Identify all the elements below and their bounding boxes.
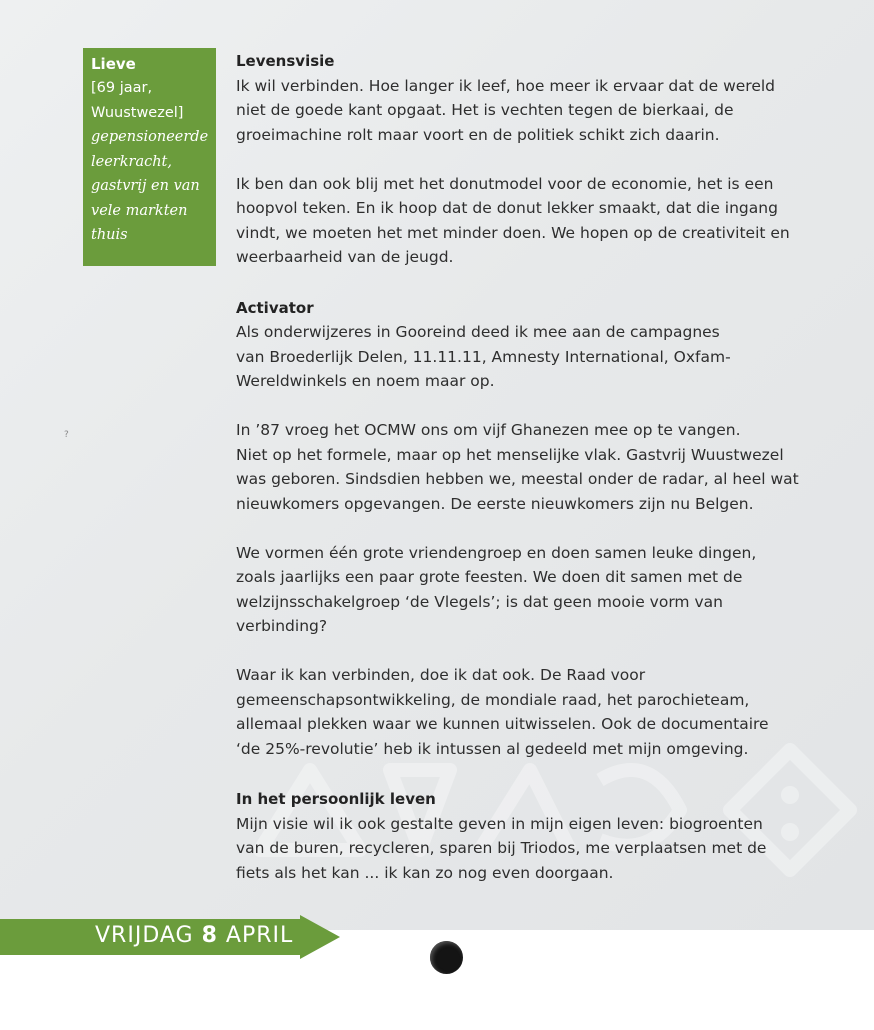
text-line: In ’87 vroeg het OCMW ons om vijf Ghanezen mee op te vangen. — [236, 421, 741, 439]
text-line: Niet op het formele, maar op het menselijke vlak. Gastvrij Wuustwezel — [236, 445, 784, 464]
text-line: was geboren. Sindsdien hebben we, meestal onder de radar, al heel wat — [236, 470, 799, 488]
text-line: nieuwkomers opgevangen. De eerste nieuwkomers zijn nu Belgen. — [236, 494, 754, 513]
date-label — [95, 920, 293, 952]
profile-description-line: vele markten — [91, 202, 188, 219]
text-line: hoopvol teken. En ik hoop dat de donut lekker smaakt, dat die ingang — [236, 199, 778, 217]
text-line: We vormen één grote vriendengroep en doen samen leuke dingen, — [236, 543, 757, 562]
profile-description-line: gepensioneerde — [91, 129, 209, 145]
stray-mark: ? — [64, 430, 69, 440]
binding-hole — [430, 941, 463, 974]
text-line: Mijn visie wil ik ook gestalte geven in mijn eigen leven: biogroenten — [236, 814, 763, 833]
date-month: APRIL — [225, 923, 294, 948]
profile-name: Lieve — [91, 55, 136, 73]
text-line: Ik wil verbinden. Hoe langer ik leef, hoe meer ik ervaar dat de wereld — [236, 76, 775, 95]
text-line: van Broederlijk Delen, 11.11.11, Amnesty International, Oxfam- — [236, 347, 731, 366]
text-line: niet de goede kant opgaat. Het is vechten tegen de bierkaai, de — [236, 101, 734, 119]
profile-description-line: leerkracht, — [91, 153, 172, 170]
text-line: Waar ik kan verbinden, doe ik dat ook. De Raad voor — [236, 666, 646, 684]
profile-place: Wuustwezel] — [91, 104, 184, 121]
text-line: welzijnsschakelgroep ‘de Vlegels’; is dat geen mooie vorm van — [236, 592, 723, 611]
profile-age: [69 jaar, — [91, 80, 153, 96]
section-title: Activator — [236, 298, 314, 317]
date-day: VRIJDAG — [95, 923, 194, 948]
text-line: fiets als het kan ... ik kan zo nog even doorgaan. — [236, 863, 614, 882]
text-line: Als onderwijzeres in Gooreind deed ik mee aan de campagnes — [236, 323, 720, 341]
section-title: In het persoonlijk leven — [236, 790, 436, 808]
text-line: ‘de 25%-revolutie’ heb ik intussen al gedeeld met mijn omgeving. — [236, 739, 749, 758]
text-line: zoals jaarlijks een paar grote feesten. We doen dit samen met de — [236, 568, 743, 586]
text-line: vindt, we moeten het met minder doen. We hopen op de creativiteit en — [236, 223, 790, 242]
text-line: gemeenschapsontwikkeling, de mondiale raad, het parochieteam, — [236, 690, 750, 709]
text-line: Wereldwinkels en noem maar op. — [236, 372, 495, 390]
section-title: Levensvisie — [236, 52, 335, 70]
text-line: groeimachine rolt maar voort en de politiek schikt zich daarin. — [236, 125, 720, 144]
profile-box — [83, 48, 216, 266]
date-number: 8 — [201, 923, 218, 948]
text-line: allemaal plekken waar we kunnen uitwisselen. Ook de documentaire — [236, 715, 769, 733]
profile-description-line: gastvrij en van — [91, 178, 200, 194]
profile-description-line: thuis — [91, 227, 128, 243]
text-line: van de buren, recycleren, sparen bij Triodos, me verplaatsen met de — [236, 839, 767, 857]
text-line: Ik ben dan ook blij met het donutmodel voor de economie, het is een — [236, 174, 774, 193]
article-body — [236, 49, 836, 885]
text-line: weerbaarheid van de jeugd. — [236, 248, 454, 266]
text-line: verbinding? — [236, 617, 328, 635]
